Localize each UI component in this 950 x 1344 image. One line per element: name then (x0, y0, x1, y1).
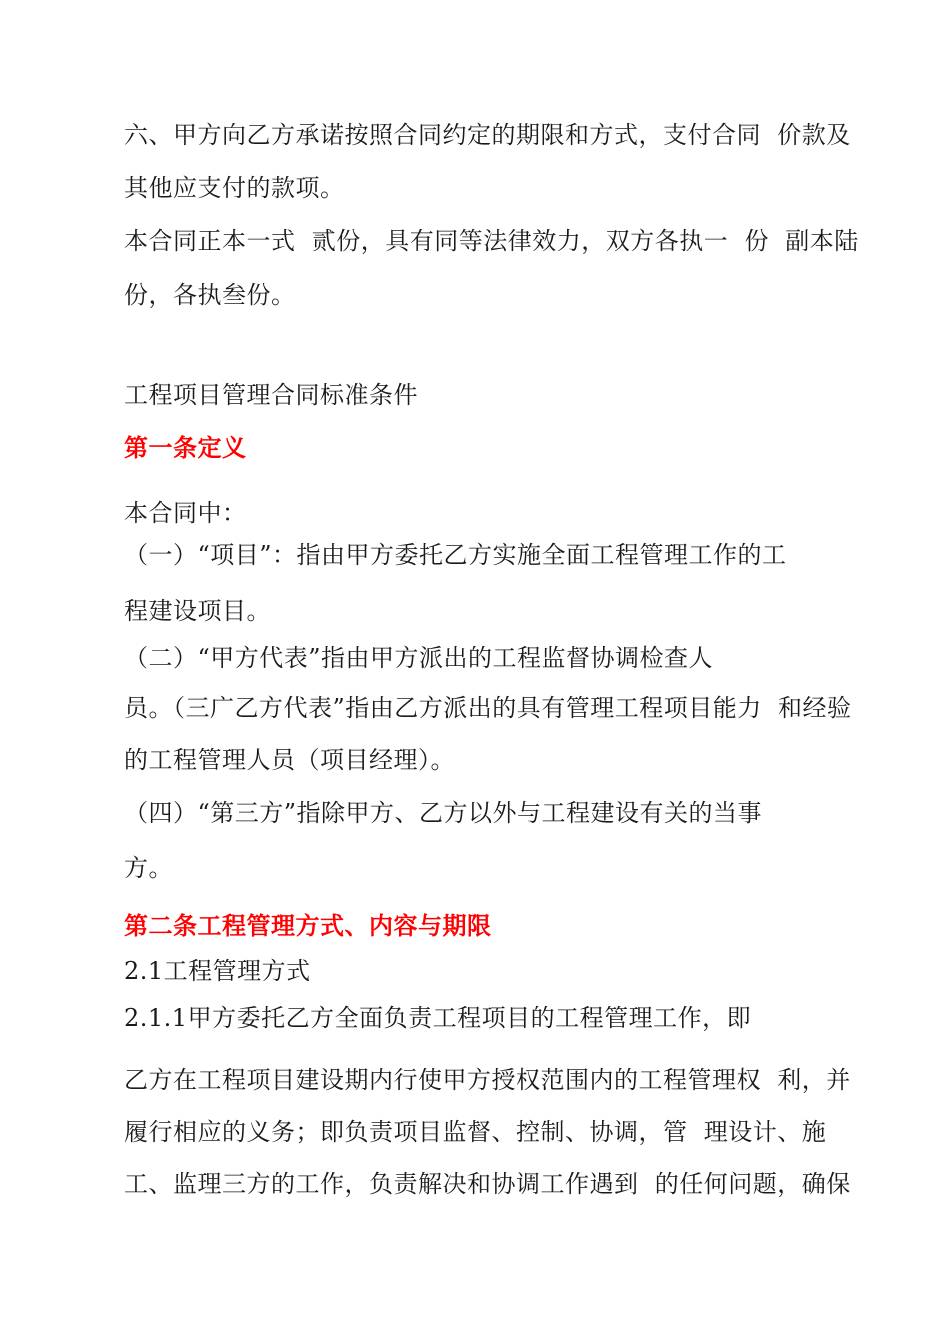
definition-third-party-line-1: （四）“第三方”指除甲方、乙方以外与工程建设有关的当事 (124, 799, 763, 827)
article-two-heading: 第二条工程管理方式、内容与期限 (124, 912, 492, 940)
clause-six-line-2: 其他应支付的款项。 (124, 174, 345, 202)
definition-project-line-1: （一）“项目”：指由甲方委托乙方实施全面工程管理工作的工 (124, 541, 787, 569)
section-2-1-1-line-2: 乙方在工程项目建设期内行使甲方授权范围内的工程管理权 利，并 (124, 1066, 851, 1094)
definition-third-party-line-2: 方。 (124, 854, 173, 882)
document-title: 工程项目管理合同标准条件 (124, 381, 418, 409)
section-2-1-1-line-4: 工、监理三方的工作，负责解决和协调工作遇到 的任何问题，确保 (124, 1170, 851, 1198)
definition-party-b-rep-line-2: 的工程管理人员（项目经理）。 (124, 746, 455, 774)
copies-line-1: 本合同正本一式 贰份，具有同等法律效力，双方各执一 份 副本陆 (124, 227, 859, 255)
section-2-1-1-line-1: 2.1.1甲方委托乙方全面负责工程项目的工程管理工作，即 (124, 1004, 752, 1032)
definition-party-a-rep-line-1: （二）“甲方代表”指由甲方派出的工程监督协调检查人 (124, 644, 714, 672)
definitions-intro: 本合同中： (124, 499, 247, 527)
clause-six-line-1: 六、甲方向乙方承诺按照合同约定的期限和方式，支付合同 价款及 (124, 121, 851, 149)
copies-line-2: 份，各执叁份。 (124, 281, 296, 309)
article-one-heading: 第一条定义 (124, 434, 247, 462)
section-2-1-1-line-3: 履行相应的义务；即负责项目监督、控制、协调，管 理设计、施 (124, 1118, 827, 1146)
section-2-1-heading: 2.1工程管理方式 (124, 957, 311, 985)
definition-project-line-2: 程建设项目。 (124, 597, 271, 625)
definition-party-b-rep-line-1: 员。（三广乙方代表”指由乙方派出的具有管理工程项目能力 和经验 (124, 694, 852, 722)
